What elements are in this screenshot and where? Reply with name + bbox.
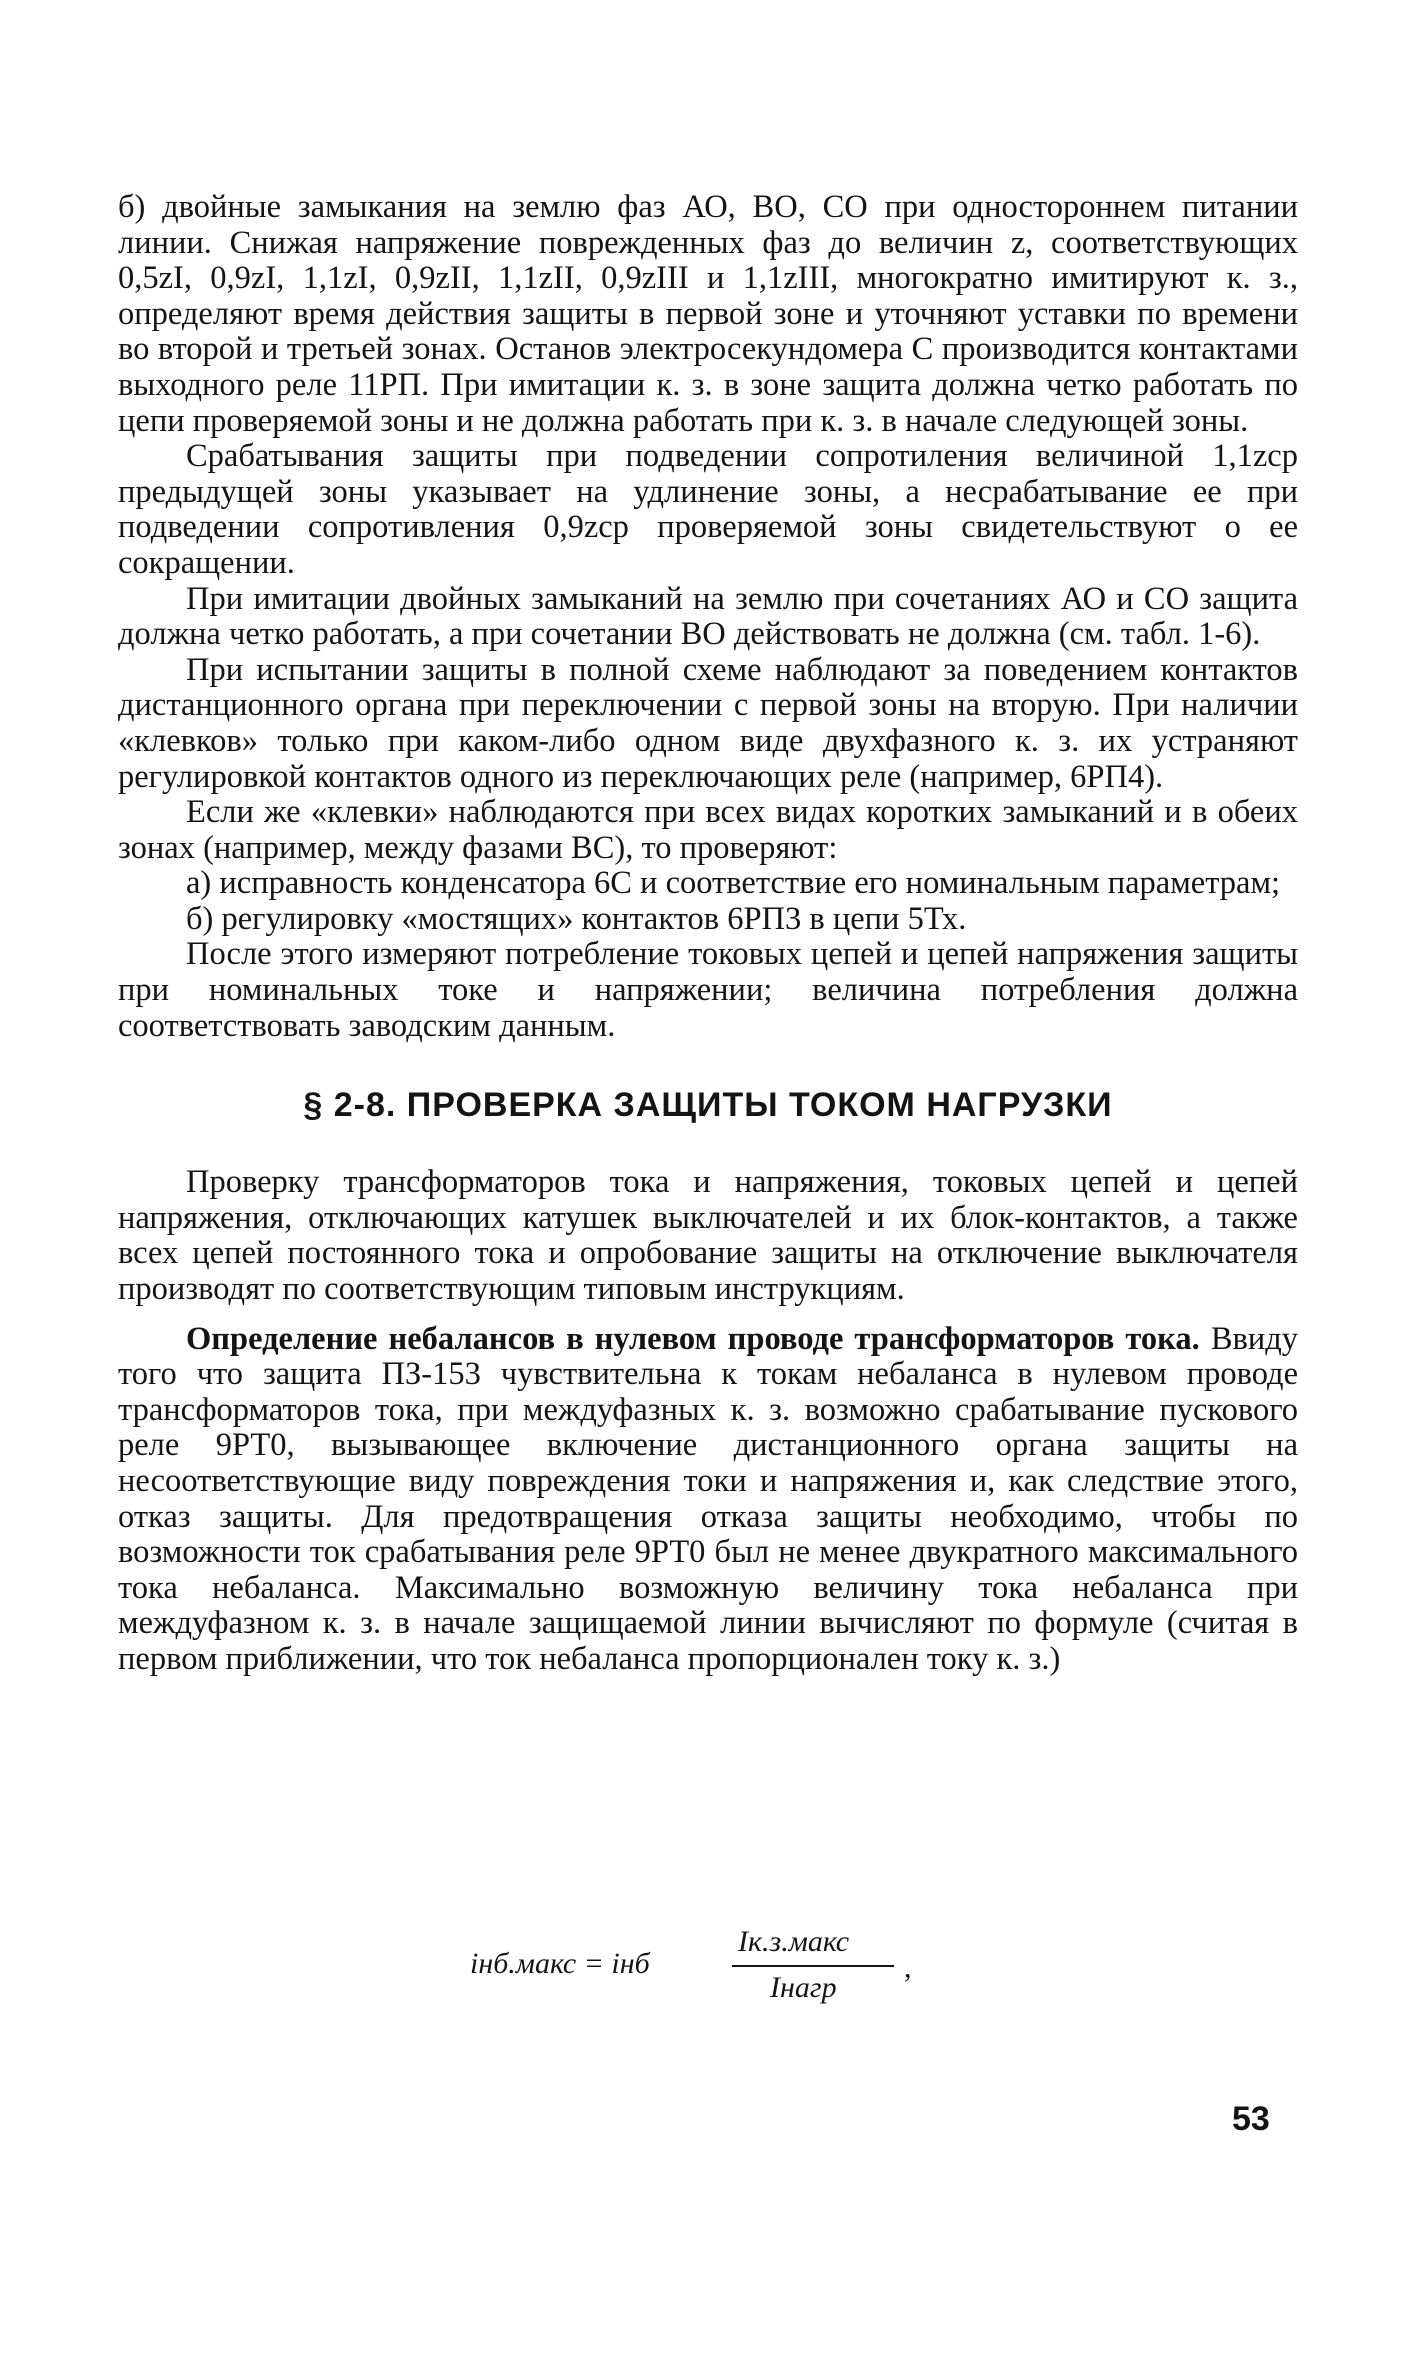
section-heading: § 2-8. ПРОВЕРКА ЗАЩИТЫ ТОКОМ НАГРУЗКИ — [303, 1086, 1113, 1125]
imbalance-formula — [470, 1925, 950, 2015]
bold-lead: Определение небалансов в нулевом проводе трансформаторов тока. — [186, 1320, 1200, 1357]
paragraph-zone-extension: Срабатывания защиты при подведении сопротиления величиной 1,1zср предыдущей зоны указывает на удлинение зоны, а несрабатывание ее при подведении сопротивления 0,9zср проверяемой зоны свидетельствуют о ее сокращении. — [118, 438, 1298, 581]
page-number: 53 — [1232, 2100, 1270, 2138]
page-body — [118, 190, 1298, 1678]
paragraph-double-faults: б) двойные замыкания на землю фаз АО, ВО, СО при одностороннем питании линии. Снижая напряжение поврежденных фаз до величин z, соответствующих 0,5zI, 0,9zI, 1,1zI, 0,9zII, 1,1zII, 0,9zIII и 1,1zIII, многократно имитируют к. з., определяют время действия защиты в первой зоне и уточняют уставки по времени во второй и третьей зонах. Останов электросекундомера С производится контактами выходного реле 11РП. При имитации к. з. в зоне защита должна четко работать по цепи проверяемой зоны и не должна работать при к. з. в начале следующей зоны. — [118, 189, 1298, 439]
paragraph-consumption: После этого измеряют потребление токовых цепей и цепей напряжения защиты при номинальных токе и напряжении; величина потребления должна соответствовать заводским данным. — [118, 936, 1298, 1044]
paragraph-double-fault-combinations: При имитации двойных замыканий на землю при сочетаниях АО и СО защита должна четко работать, а при сочетании ВО действовать не должна (см. табл. 1-6). — [118, 580, 1298, 653]
list-item-a: а) исправность конденсатора 6С и соответствие его номинальным параметрам; — [186, 865, 1281, 902]
formula-lhs: iнб.макс = iнб — [470, 1947, 650, 1980]
imbalance-text: Ввиду того что защита ПЗ-153 чувствительна к токам небаланса в нулевом проводе трансформаторов тока, при междуфазных к. з. возможно срабатывание пускового реле 9РТ0, вызывающее включение дистанционного органа защиты на несоответствующие виду повреждения токи и напряжения и, как следствие этого, отказ защиты. Для предотвращения отказа защиты необходимо, чтобы по возможности ток срабатывания реле 9РТ0 был не менее двукратного максимального тока небаланса. Максимально возможную величину тока небаланса при междуфазном к. з. в начале защищаемой линии вычисляют по формуле (считая в первом приближении, что ток небаланса пропорционален току к. з.) — [118, 1320, 1299, 1677]
formula-numerator: Iк.з.макс — [738, 1925, 850, 1958]
fraction-bar — [732, 1965, 894, 1967]
formula-tail: , — [904, 1951, 912, 1984]
formula-denominator: Iнагр — [770, 1971, 837, 2004]
paragraph-full-scheme-test: При испытании защиты в полной схеме наблюдают за поведением контактов дистанционного органа при переключении с первой зоны на вторую. При наличии «клевков» только при каком-либо одном виде двухфазного к. з. их устраняют регулировкой контактов одного из переключающих реле (например, 6РП4). — [118, 651, 1298, 795]
paragraph-section-intro: Проверку трансформаторов тока и напряжения, токовых цепей и цепей напряжения, отключающих катушек выключателей и их блок-контактов, а также всех цепей постоянного тока и опробование защиты на отключение выключателя производят по соответствующим типовым инструкциям. — [118, 1164, 1298, 1308]
list-item-b: б) регулировку «мостящих» контактов 6РП3 в цепи 5Тх. — [186, 900, 967, 937]
paragraph-imbalance — [118, 1322, 1298, 1678]
paragraph-klevki: Если же «клевки» наблюдаются при всех видах коротких замыканий и в обеих зонах (например, между фазами ВС), то проверяют: — [118, 794, 1298, 866]
